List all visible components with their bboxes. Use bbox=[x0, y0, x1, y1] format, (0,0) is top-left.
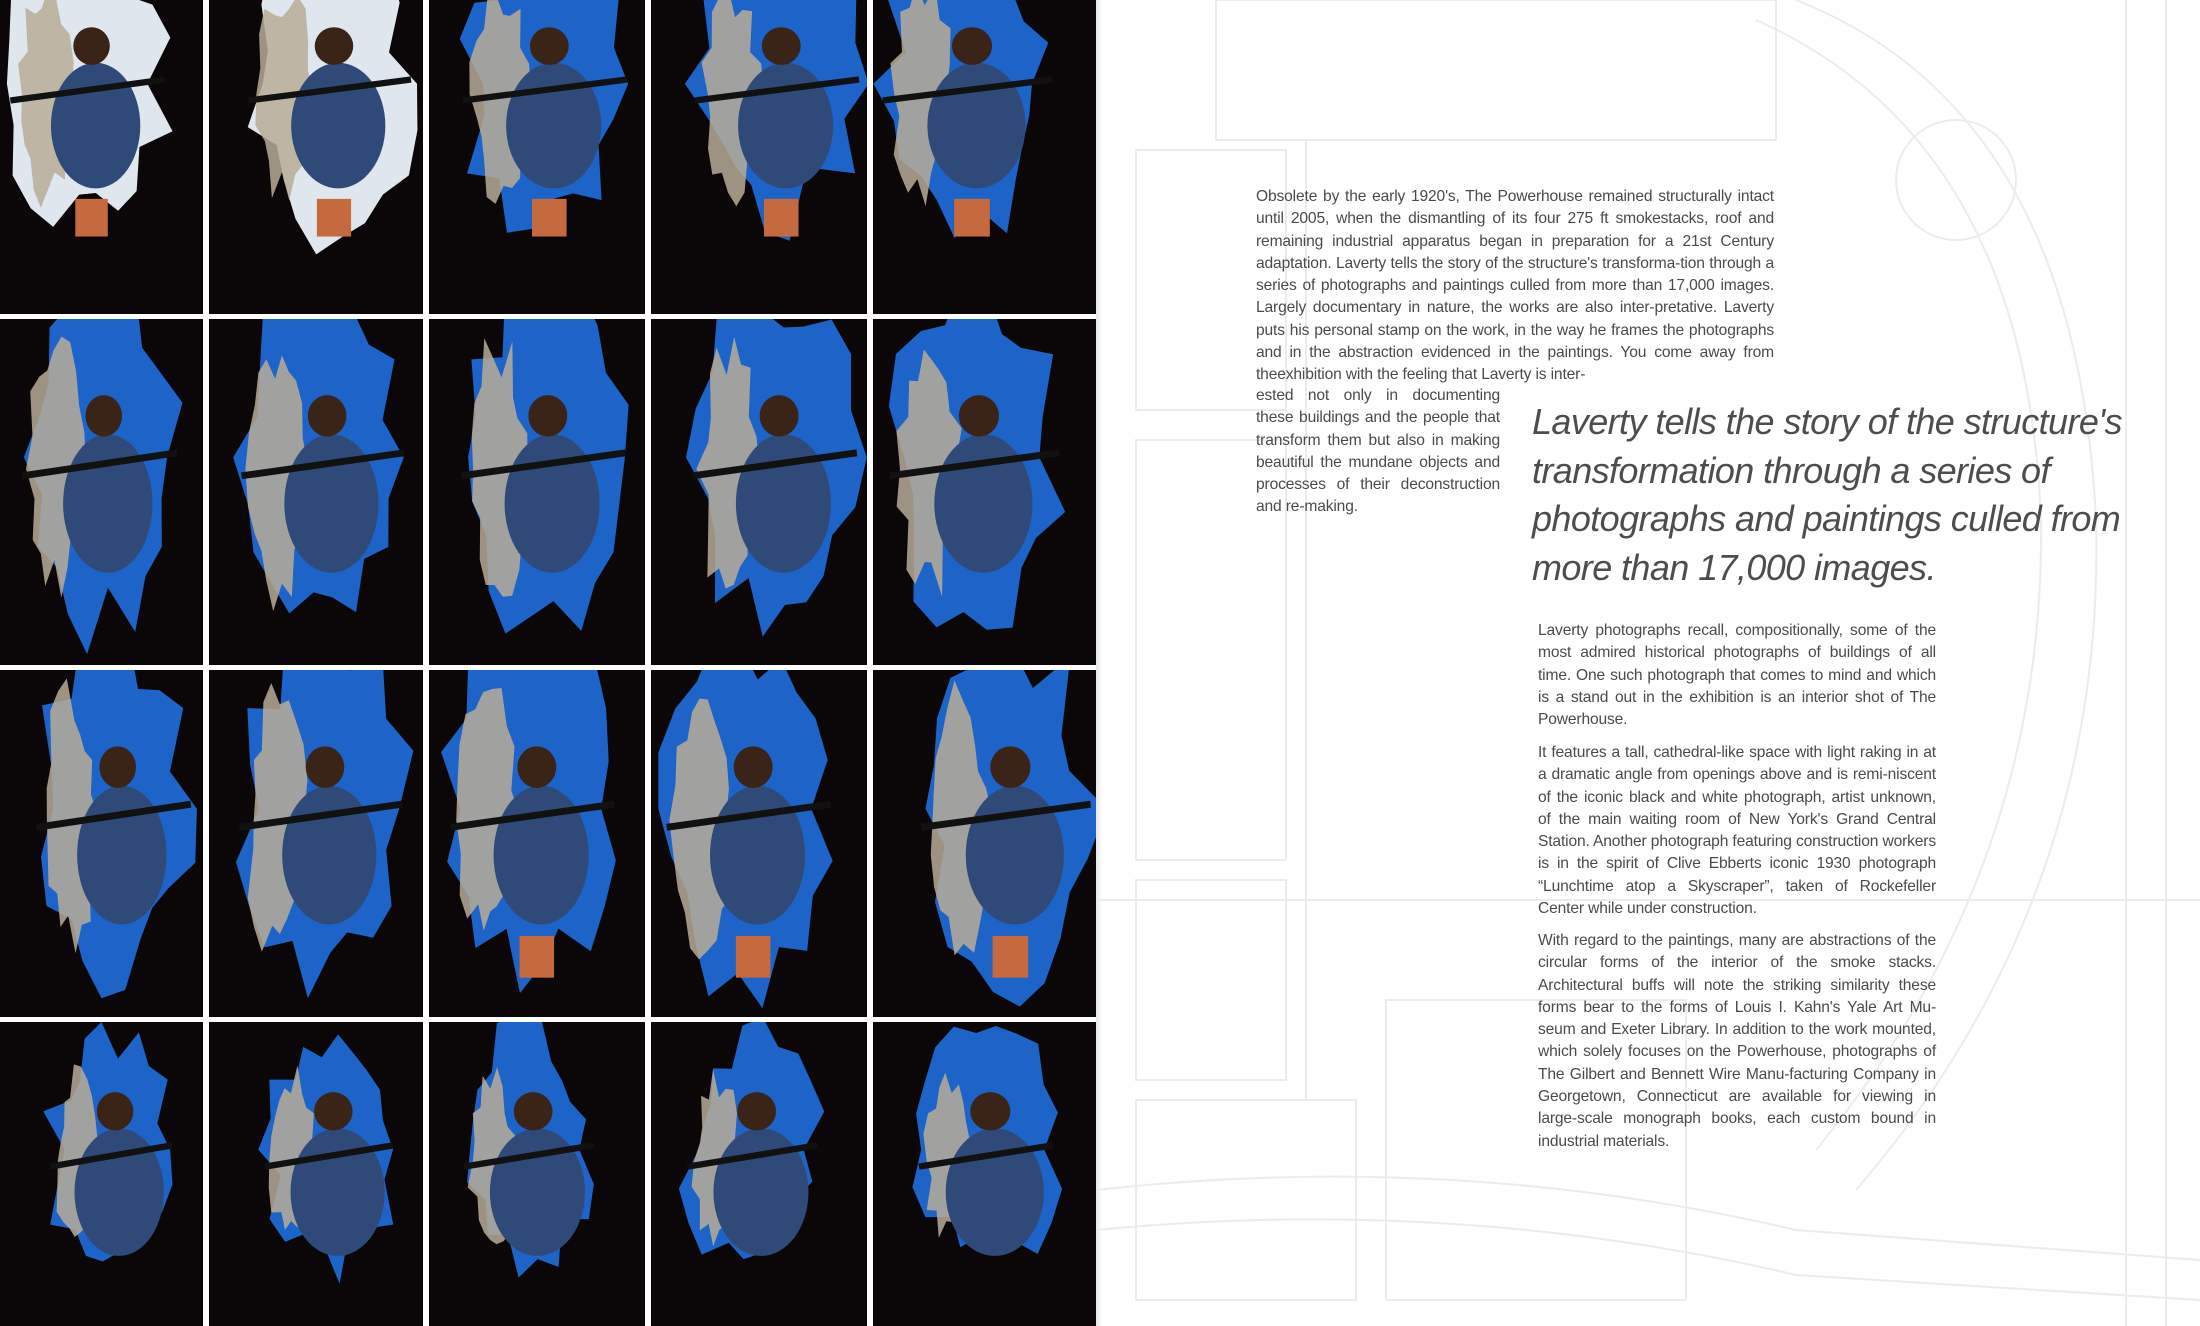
intro-paragraph-continued: ested not only in documenting these buildings and the people that transform them but also in making beautiful the mundane objects and processes of their deconstruction and re-making. bbox=[1256, 387, 1500, 516]
photo-of-worker-through-rubble-opening bbox=[0, 670, 203, 1017]
photo-of-worker-through-rubble-opening bbox=[209, 0, 423, 314]
photo-of-worker-through-rubble-opening bbox=[429, 319, 645, 665]
photo-of-worker-through-rubble-opening bbox=[651, 319, 867, 665]
photo-of-worker-through-rubble-opening bbox=[873, 319, 1096, 665]
photo-of-worker-through-rubble-opening bbox=[873, 1022, 1096, 1326]
plan-curve bbox=[1096, 1177, 2200, 1260]
photo-of-worker-through-rubble-opening bbox=[209, 319, 423, 665]
plan-room bbox=[1136, 1100, 1356, 1300]
body-paragraph-2: It features a tall, cathedral-like space with light raking in at a dramatic angle from openings above and is remi-niscent of the iconic black and white photograph, artist unknown, of the main waiting room of New York's Grand Central Station. Another photograph featuring construction workers is in the spirit of Clive Ebberts iconic 1930 photograph “Lunchtime atop a Skyscraper”, taken of Rockefeller Center while under construction. bbox=[1538, 744, 1936, 918]
body-paragraph-3: With regard to the paintings, many are abstractions of the circular forms of the interior of the smoke stacks. Architectural buffs will note the striking similarity these forms bear to the forms of Louis I. Kahn's Yale Art Mu-seum and Exeter Library. In addition to the work mounted, which solely focuses on the Powerhouse, photographs of The Gilbert and Bennett Wire Manu-facturing Company in Georgetown, Connecticut are available for viewing in large-scale monograph books, each custom bound in industrial materials. bbox=[1538, 932, 1936, 1150]
text-page bbox=[1096, 0, 2200, 1326]
photo-of-worker-through-rubble-opening bbox=[651, 0, 867, 314]
body-paragraph-1: Laverty photographs recall, compositionally, some of the most admired historical photographs of buildings of all time. One such photograph that comes to mind and which is a stand out in the exhibition is an interior shot of The Powerhouse. bbox=[1538, 622, 1936, 729]
plan-circle bbox=[1896, 120, 2016, 240]
photo-grid bbox=[0, 0, 1096, 1326]
photo-of-worker-through-rubble-opening bbox=[651, 1022, 867, 1326]
photo-of-worker-through-rubble-opening bbox=[651, 670, 867, 1017]
photo-of-worker-through-rubble-opening bbox=[429, 670, 645, 1017]
photo-of-worker-through-rubble-opening bbox=[429, 1022, 645, 1326]
photo-of-worker-through-rubble-opening bbox=[0, 319, 203, 665]
photo-of-worker-through-rubble-opening bbox=[0, 0, 203, 314]
intro-paragraph: Obsolete by the early 1920's, The Powerhouse remained structurally intact until 2005, when the dismantling of its four 275 ft smokestacks, roof and remaining industrial apparatus began in preparation for a 21st Century adaptation. Laverty tells the story of the structure's transforma-tion through a series of photographs and paintings culled from more than 17,000 images. Largely documentary in nature, the works are also inter-pretative. Laverty puts his personal stamp on the work, in the way he frames the photographs and in the abstraction evidenced in the paintings. You come away from theexhibition with the feeling that Laverty is inter- bbox=[1256, 188, 1774, 384]
photo-of-worker-through-rubble-opening bbox=[0, 1022, 203, 1326]
photo-of-worker-through-rubble-opening bbox=[429, 0, 645, 314]
pull-quote: Laverty tells the story of the structure's transformation through a series of photographs and paintings culled from more than 17,000 images. bbox=[1532, 401, 2122, 588]
plan-room bbox=[1136, 880, 1286, 1080]
photo-of-worker-through-rubble-opening bbox=[873, 0, 1096, 314]
photo-of-worker-through-rubble-opening bbox=[873, 670, 1096, 1017]
photo-of-worker-through-rubble-opening bbox=[209, 670, 423, 1017]
plan-room bbox=[1216, 0, 1776, 140]
photo-of-worker-through-rubble-opening bbox=[209, 1022, 423, 1326]
plan-curve bbox=[1096, 1219, 2200, 1300]
